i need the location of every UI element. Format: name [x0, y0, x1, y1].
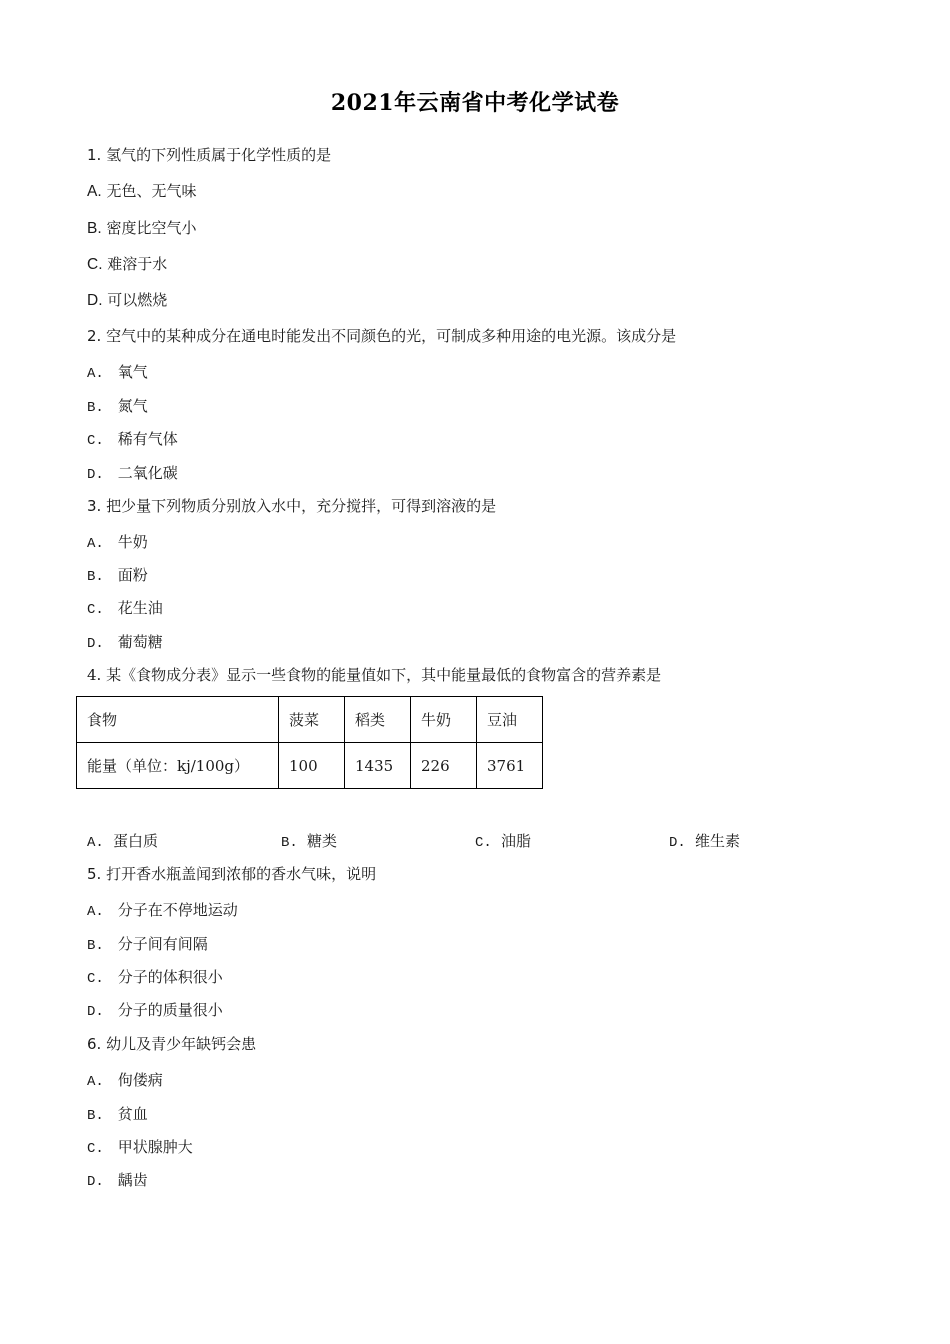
option-letter: D.	[87, 636, 104, 652]
option-text: 二氧化碳	[117, 464, 178, 482]
question-1-option-d	[87, 290, 167, 311]
question-4-stem: 4. 某《食物成分表》显示一些食物的能量值如下，其中能量最低的食物富含的营养素是	[87, 666, 662, 684]
option-text: 可以燃烧	[107, 291, 168, 309]
option-letter: C.	[87, 602, 104, 618]
option-text: 葡萄糖	[117, 633, 163, 651]
question-2-stem: 2. 空气中的某种成分在通电时能发出不同颜色的光，可制成多种用途的电光源。该成分是	[87, 327, 677, 345]
option-text: 维生素	[695, 832, 741, 850]
question-1-option-a	[87, 181, 196, 202]
question-5-option-d	[87, 1000, 223, 1022]
table-cell: 食物	[77, 697, 279, 743]
question-4-option-d	[669, 830, 740, 851]
option-text: 密度比空气小	[106, 219, 197, 237]
question-5-stem: 5. 打开香水瓶盖闻到浓郁的香水气味，说明	[87, 865, 377, 883]
option-letter: B.	[87, 400, 104, 416]
option-text: 分子间有间隔	[117, 935, 208, 953]
question-3-option-c	[87, 598, 163, 620]
page-title: 2021年云南省中考化学试卷	[330, 90, 620, 116]
question-4-option-a	[87, 830, 158, 851]
question-6-stem: 6. 幼儿及青少年缺钙会患	[87, 1035, 257, 1053]
option-letter: C.	[87, 1141, 104, 1157]
food-energy-table	[76, 696, 543, 789]
option-text: 分子的质量很小	[117, 1001, 223, 1019]
question-5-option-b	[87, 934, 208, 956]
option-text: 蛋白质	[113, 832, 159, 850]
table-cell: 能量（单位：kj/100g）	[77, 743, 279, 789]
option-text: 佝偻病	[117, 1071, 163, 1089]
option-letter: A.	[87, 536, 104, 552]
question-2-option-d	[87, 463, 178, 485]
question-1-option-b	[87, 218, 196, 239]
option-letter: C.	[87, 433, 104, 449]
table-cell: 226	[411, 743, 477, 789]
option-text: 牛奶	[117, 533, 148, 551]
table-cell: 1435	[345, 743, 411, 789]
question-4-option-b	[281, 830, 337, 851]
option-letter: B.	[87, 938, 104, 954]
table-cell: 豆油	[477, 697, 543, 743]
table-cell: 稻类	[345, 697, 411, 743]
question-2-option-a	[87, 362, 148, 384]
option-letter: C.	[475, 835, 492, 851]
option-text: 分子在不停地运动	[117, 901, 238, 919]
question-3-stem: 3. 把少量下列物质分别放入水中，充分搅拌，可得到溶液的是	[87, 497, 497, 515]
question-3-option-b	[87, 565, 148, 587]
option-text: 无色、无气味	[106, 182, 197, 200]
table-cell: 牛奶	[411, 697, 477, 743]
option-letter: D.	[87, 467, 104, 483]
option-letter: D.	[669, 835, 686, 851]
option-text: 稀有气体	[117, 430, 178, 448]
option-letter: B.	[87, 569, 104, 585]
question-3-option-a	[87, 532, 148, 554]
question-3-option-d	[87, 632, 163, 654]
table-cell: 100	[279, 743, 345, 789]
option-text: 贫血	[117, 1105, 148, 1123]
question-1-stem: 1. 氢气的下列性质属于化学性质的是	[87, 146, 332, 164]
option-letter: D.	[87, 292, 103, 309]
question-1-option-c	[87, 254, 167, 275]
option-letter: A.	[87, 904, 104, 920]
question-6-option-c	[87, 1137, 193, 1159]
option-letter: A.	[87, 183, 102, 200]
option-letter: B.	[281, 835, 298, 851]
question-4-option-c	[475, 830, 531, 851]
option-text: 花生油	[117, 599, 163, 617]
option-letter: D.	[87, 1174, 104, 1190]
option-text: 甲状腺肿大	[117, 1138, 193, 1156]
question-6-option-b	[87, 1104, 148, 1126]
option-text: 氮气	[117, 397, 148, 415]
option-text: 糖类	[307, 832, 338, 850]
option-letter: A.	[87, 835, 104, 851]
question-2-option-c	[87, 429, 178, 451]
option-letter: C.	[87, 256, 103, 273]
table-cell: 菠菜	[279, 697, 345, 743]
table-cell: 3761	[477, 743, 543, 789]
question-5-option-c	[87, 967, 223, 989]
option-letter: A.	[87, 366, 104, 382]
option-letter: D.	[87, 1004, 104, 1020]
option-letter: B.	[87, 220, 102, 237]
table-header-row	[77, 697, 543, 743]
option-text: 氧气	[117, 363, 148, 381]
option-letter: A.	[87, 1074, 104, 1090]
question-2-option-b	[87, 396, 148, 418]
question-6-option-a	[87, 1070, 163, 1092]
option-letter: B.	[87, 1108, 104, 1124]
option-text: 龋齿	[117, 1171, 148, 1189]
table-row	[77, 743, 543, 789]
option-text: 难溶于水	[107, 255, 168, 273]
option-letter: C.	[87, 971, 104, 987]
option-text: 油脂	[501, 832, 532, 850]
option-text: 分子的体积很小	[117, 968, 223, 986]
question-5-option-a	[87, 900, 238, 922]
question-6-option-d	[87, 1170, 148, 1192]
option-text: 面粉	[117, 566, 148, 584]
